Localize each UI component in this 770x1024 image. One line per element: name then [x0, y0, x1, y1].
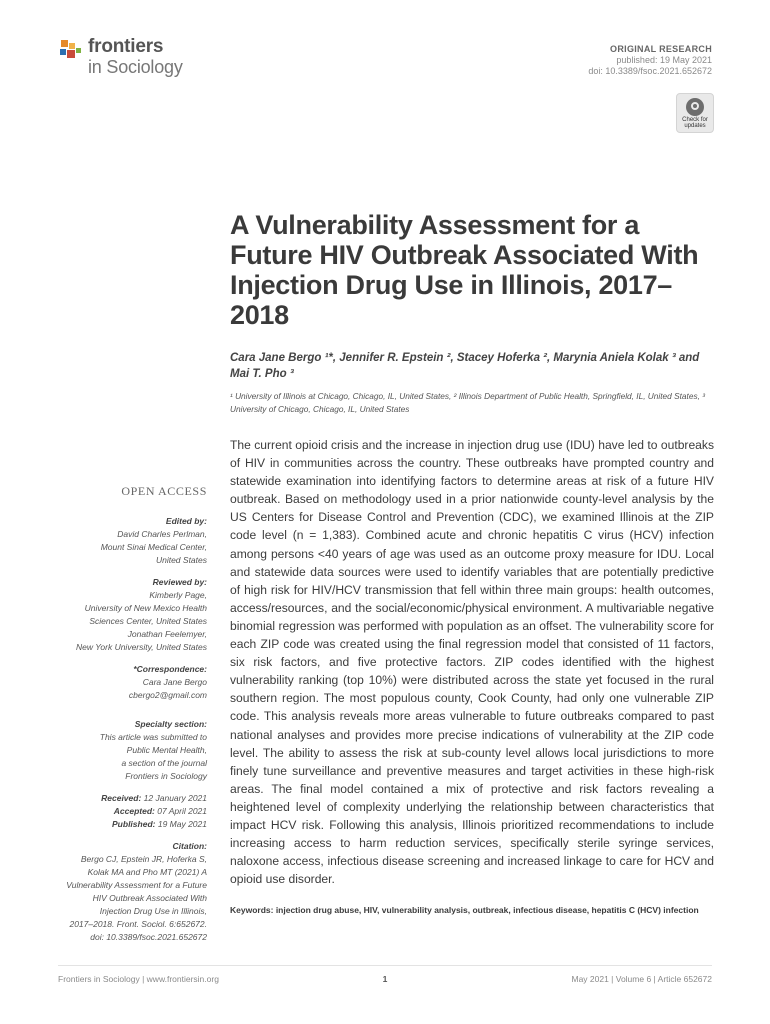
abstract-text: The current opioid crisis and the increase in injection drug use (IDU) have led to outbreaks of HIV in communities across the country. These outbreaks have prompted country and statewide examination into identifying factors to determine areas at risk of a future HIV outbreak. Based on methodology used in a prior nationwide county-level analysis by the US Centers for Disease Control and Prevention (CDC), we examined Illinois at the ZIP code level (n = 1,383). Combined acute and chronic hepatitis C virus (HCV) infection among persons <40 years of age was used as an outcome proxy measure for IDU. Local and statewide data sources were used to identify variables that are potentially predictive of high risk for HIV/HCV transmission that fell within three main groups: health outcomes, access/resources, and the social/economic/physical environment. A multivariable negative binomial regression was performed with population as an offset. The vulnerability score for each ZIP code was created using the final regression model that consisted of 11 factors, six risk factors, and five protective factors. ZIP codes identified with the highest vulnerability ranking (top 10%) were distributed across the state yet focused in the rural southern region. The most populous county, Cook County, had only one vulnerable ZIP code. This analysis reveals more areas vulnerable to future outbreaks compared to past national analyses and provides more precise indications of vulnerability at the ZIP code level. The ability to assess the risk at sub-county level allows local jurisdictions to more finely tune surveillance and preventive measures and target activities in these high-risk areas. The final model contained a mix of protective and risk factors revealing a heightened level of complexity underlying the relationship between characteristics that impact HCV risk. Following this analysis, Illinois prioritized recommendations to include increasing access to harm reduction services, specifically sterile syringe services, naloxone access, infectious disease screening and increased linkage to care for HCV and opioid use disorder. — [230, 438, 714, 887]
reviewer-line: Sciences Center, United States — [89, 616, 207, 626]
editor-line: Mount Sinai Medical Center, — [100, 542, 207, 552]
received-date — [60, 792, 207, 805]
doi-link[interactable]: doi: 10.3389/fsoc.2021.652672 — [588, 66, 712, 76]
published-value: 19 May 2021 — [157, 819, 207, 829]
author-list: Cara Jane Bergo ¹*, Jennifer R. Epstein ², Stacey Hoferka ², Marynia Aniela Kolak ³ and Mai T. Pho ³ — [230, 352, 700, 380]
correspondence-heading: *Correspondence: — [133, 664, 207, 674]
editor-line: David Charles Perlman, — [117, 529, 207, 539]
check-for-updates-icon — [686, 98, 704, 116]
correspondence-name: Cara Jane Bergo — [142, 677, 207, 687]
article-meta — [588, 44, 712, 77]
footer-divider — [58, 965, 712, 966]
journal-logo — [58, 36, 218, 82]
page-number: 1 — [382, 974, 388, 984]
logo-line-1: frontiers — [88, 36, 164, 57]
citation-line: Vulnerability Assessment for a Future — [66, 880, 207, 890]
accepted-label: Accepted: — [113, 806, 155, 816]
citation-heading: Citation: — [172, 841, 207, 851]
affiliations: ¹ University of Illinois at Chicago, Chicago, IL, United States, ² Illinois Department of Public Health, Springfield, IL, United States, ³ University of Chicago, Chicago, IL, United States — [230, 391, 705, 414]
accepted-value: 07 April 2021 — [157, 806, 207, 816]
check-for-updates-badge[interactable] — [676, 93, 714, 133]
keywords: Keywords: injection drug abuse, HIV, vulnerability analysis, outbreak, infectious disease, hepatitis C (HCV) infection — [230, 905, 699, 915]
footer-issue-info: May 2021 | Volume 6 | Article 652672 — [571, 974, 712, 984]
specialty-line: Frontiers in Sociology — [125, 771, 207, 781]
received-label: Received: — [101, 793, 142, 803]
reviewer-line: Kimberly Page, — [149, 590, 207, 600]
article-sidebar — [60, 484, 207, 953]
logo-line-2: in Sociology — [88, 57, 183, 77]
received-value: 12 January 2021 — [143, 793, 207, 803]
open-access-label: OPEN ACCESS — [121, 484, 207, 498]
edited-by-section — [60, 515, 207, 567]
accepted-date — [60, 805, 207, 818]
frontiers-logo-icon — [58, 38, 84, 64]
reviewer-line: Jonathan Feelemyer, — [127, 629, 207, 639]
citation-line: Kolak MA and Pho MT (2021) A — [87, 867, 207, 877]
citation-line: Injection Drug Use in Illinois, — [99, 906, 207, 916]
specialty-line: This article was submitted to — [99, 732, 207, 742]
correspondence-email[interactable]: cbergo2@gmail.com — [128, 690, 207, 700]
editor-line: United States — [155, 555, 207, 565]
published-date: published: 19 May 2021 — [616, 55, 712, 65]
reviewed-by-section — [60, 576, 207, 654]
article-title: A Vulnerability Assessment for a Future HIV Outbreak Associated With Injection Drug Use in Illinois, 2017–2018 — [230, 210, 699, 330]
citation-doi[interactable]: doi: 10.3389/fsoc.2021.652672 — [90, 932, 207, 942]
reviewed-by-heading: Reviewed by: — [152, 577, 207, 587]
reviewer-line: New York University, United States — [75, 642, 207, 652]
specialty-line: a section of the journal — [121, 758, 207, 768]
check-for-updates-label: Check for updates — [682, 117, 708, 129]
dates-section — [60, 792, 207, 831]
citation-section — [60, 840, 207, 944]
article-type: ORIGINAL RESEARCH — [610, 44, 712, 54]
footer-journal-link[interactable]: Frontiers in Sociology | www.frontiersin.org — [58, 974, 219, 984]
specialty-section — [60, 718, 207, 783]
correspondence-section — [60, 663, 207, 702]
specialty-heading: Specialty section: — [134, 719, 207, 729]
specialty-line: Public Mental Health, — [126, 745, 207, 755]
citation-line: Bergo CJ, Epstein JR, Hoferka S, — [80, 854, 207, 864]
citation-line: 2017–2018. Front. Sociol. 6:652672. — [69, 919, 207, 929]
citation-line: HIV Outbreak Associated With — [92, 893, 207, 903]
published-label: Published: — [112, 819, 156, 829]
published-date-sidebar — [60, 818, 207, 831]
reviewer-line: University of New Mexico Health — [84, 603, 207, 613]
edited-by-heading: Edited by: — [165, 516, 207, 526]
